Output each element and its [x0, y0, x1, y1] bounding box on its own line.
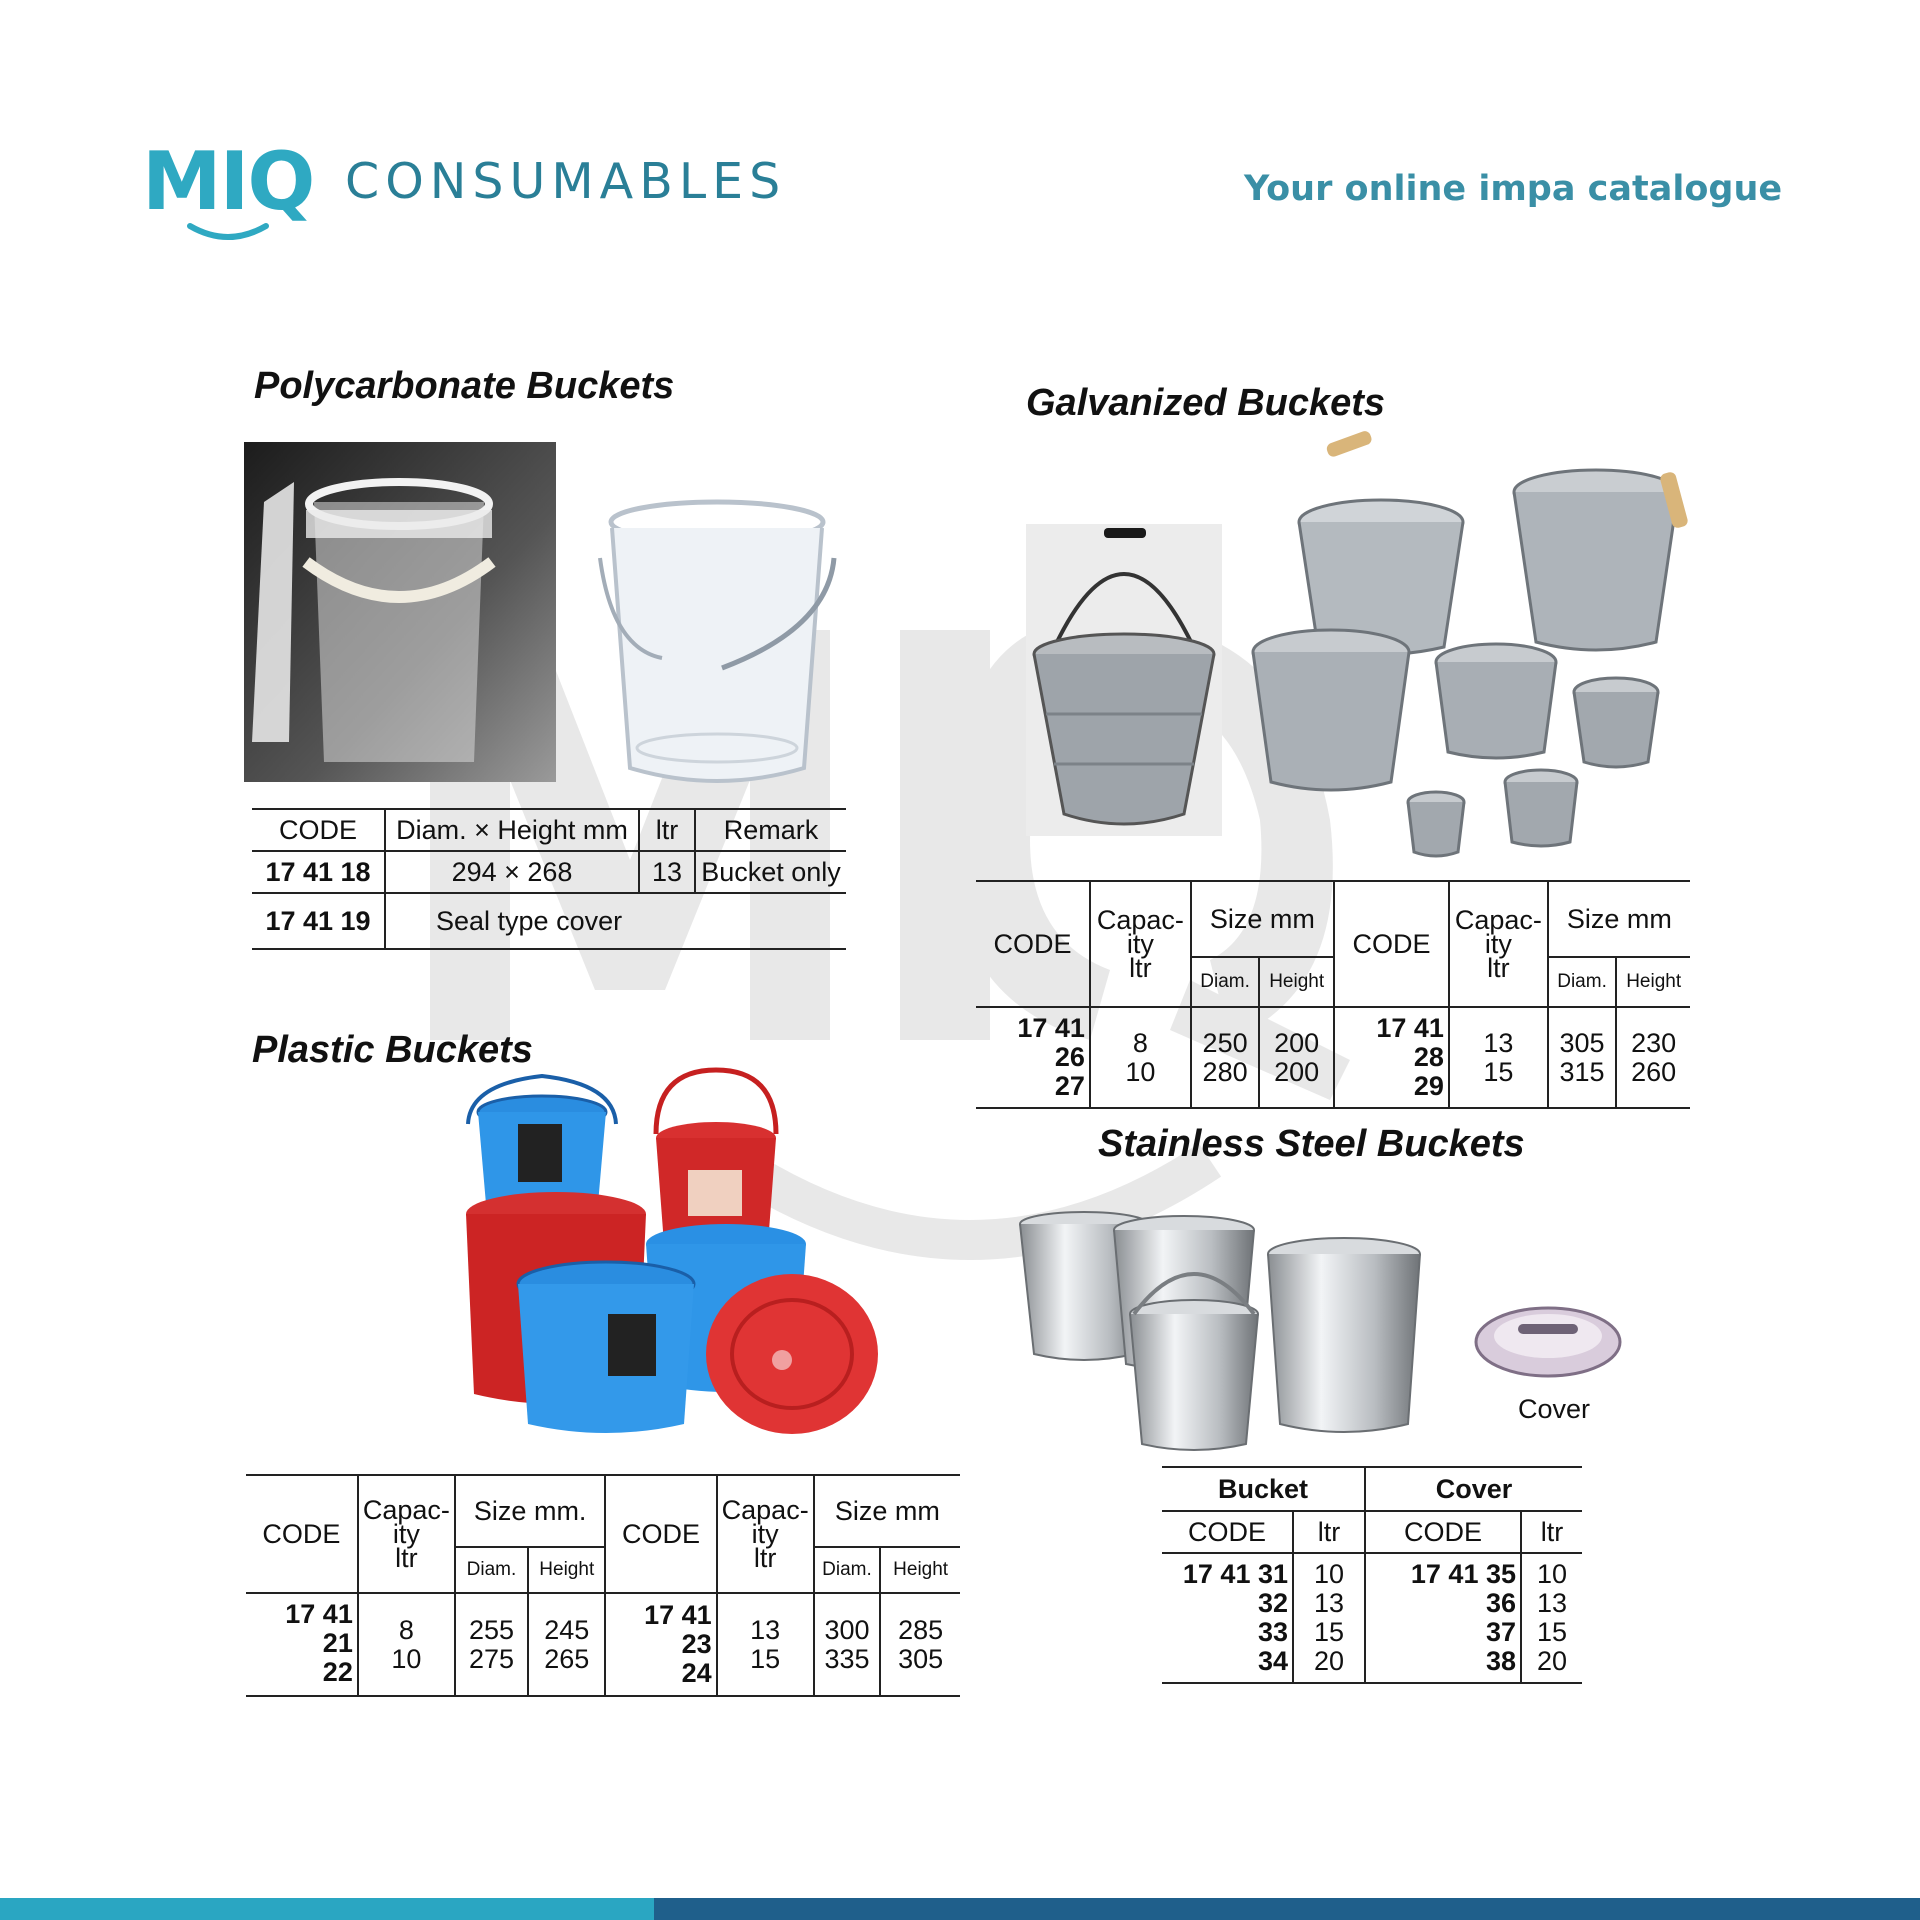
code-cell: 17 41 18 — [265, 856, 371, 887]
galvanized-buckets-group-photo — [1246, 422, 1706, 862]
plastic-title: Plastic Buckets — [252, 1029, 533, 1071]
stainless-spec-table — [1162, 1466, 1582, 1684]
header-capacity: Capac- ity ltr — [358, 1475, 455, 1593]
polycarbonate-title: Polycarbonate Buckets — [254, 365, 675, 407]
header-code: CODE — [993, 928, 1072, 959]
bottom-bar-dark — [654, 1898, 1920, 1920]
header-code: CODE — [1187, 1516, 1266, 1547]
polycarbonate-bucket-photo — [592, 498, 842, 790]
header-diam: Diam. — [455, 1547, 528, 1593]
header-diam: Diam. — [1548, 957, 1617, 1007]
plastic-buckets-photo — [456, 1064, 886, 1444]
ltr-cell: 10 13 15 20 — [1521, 1553, 1582, 1683]
size-cell: 294 × 268 — [385, 851, 639, 893]
code-cell: 17 41 31 32 33 34 — [1182, 1559, 1288, 1676]
header-cover: Cover — [1365, 1467, 1582, 1511]
diam-cell: 305 315 — [1548, 1007, 1617, 1108]
header-height: Height — [1259, 957, 1334, 1007]
header-ltr: ltr — [1293, 1511, 1365, 1553]
height-cell: 285 305 — [880, 1593, 960, 1696]
header-diam: Diam. — [1191, 957, 1260, 1007]
tagline: Your online impa catalogue — [1244, 169, 1783, 209]
diam-cell: 255 275 — [455, 1593, 528, 1696]
header-code: CODE — [605, 1475, 716, 1593]
cover-caption: Cover — [1518, 1394, 1591, 1424]
header-code: CODE — [278, 814, 357, 845]
diam-cell: 300 335 — [814, 1593, 881, 1696]
remark-cell: Bucket only — [695, 851, 846, 893]
height-cell: 230 260 — [1616, 1007, 1690, 1108]
polycarbonate-spec-table — [252, 808, 846, 950]
ltr-cell: 10 13 15 20 — [1293, 1553, 1365, 1683]
header-capacity: Capac- ity ltr — [1090, 881, 1191, 1007]
capacity-cell: 8 10 — [358, 1593, 455, 1696]
galvanized-bucket-handle-photo — [1026, 524, 1222, 836]
header-code: CODE — [1334, 881, 1449, 1007]
header-height: Height — [1616, 957, 1690, 1007]
header-ltr: ltr — [1521, 1511, 1582, 1553]
ltr-cell: 13 — [639, 851, 695, 893]
header-bucket: Bucket — [1217, 1473, 1309, 1504]
header-size: Size mm — [1191, 881, 1334, 957]
code-cell: 17 41 26 27 — [1017, 1013, 1085, 1101]
header-height: Height — [528, 1547, 605, 1593]
capacity-cell: 13 15 — [717, 1593, 814, 1696]
remark-cell: Seal type cover — [385, 893, 846, 949]
code-cell: 17 41 21 22 — [285, 1599, 353, 1687]
header-size: Diam. × Height mm — [385, 809, 639, 851]
header-code: CODE — [262, 1518, 341, 1549]
height-cell: 245 265 — [528, 1593, 605, 1696]
logo-smile-icon — [186, 222, 270, 242]
bottom-bar-light — [0, 1898, 654, 1920]
header-size: Size mm. — [455, 1475, 606, 1547]
code-cell: 17 41 19 — [265, 905, 371, 936]
polycarbonate-bucket-lid-photo — [244, 442, 556, 782]
galvanized-spec-table — [976, 880, 1690, 1109]
plastic-spec-table — [246, 1474, 960, 1697]
stainless-buckets-photo — [1014, 1204, 1434, 1454]
capacity-cell: 8 10 — [1090, 1007, 1191, 1108]
stainless-title: Stainless Steel Buckets — [1098, 1123, 1525, 1165]
logo-mark: MIQ — [142, 135, 314, 228]
header-code: CODE — [1365, 1511, 1521, 1553]
header-size: Size mm — [1548, 881, 1690, 957]
header-height: Height — [880, 1547, 960, 1593]
galvanized-title: Galvanized Buckets — [1026, 382, 1386, 424]
stainless-cover-photo — [1474, 1302, 1622, 1380]
diam-cell: 250 280 — [1191, 1007, 1260, 1108]
height-cell: 200 200 — [1259, 1007, 1334, 1108]
header-ltr: ltr — [639, 809, 695, 851]
header-remark: Remark — [695, 809, 846, 851]
code-cell: 17 41 28 29 — [1334, 1007, 1449, 1108]
capacity-cell: 13 15 — [1449, 1007, 1548, 1108]
header-capacity: Capac- ity ltr — [717, 1475, 814, 1593]
header-diam: Diam. — [814, 1547, 881, 1593]
logo-text: CONSUMABLES — [345, 153, 787, 210]
header-size: Size mm — [814, 1475, 960, 1547]
code-cell: 17 41 23 24 — [605, 1593, 716, 1696]
code-cell: 17 41 35 36 37 38 — [1365, 1553, 1521, 1683]
bottom-brand-bar — [0, 1898, 1920, 1920]
header-capacity: Capac- ity ltr — [1449, 881, 1548, 1007]
